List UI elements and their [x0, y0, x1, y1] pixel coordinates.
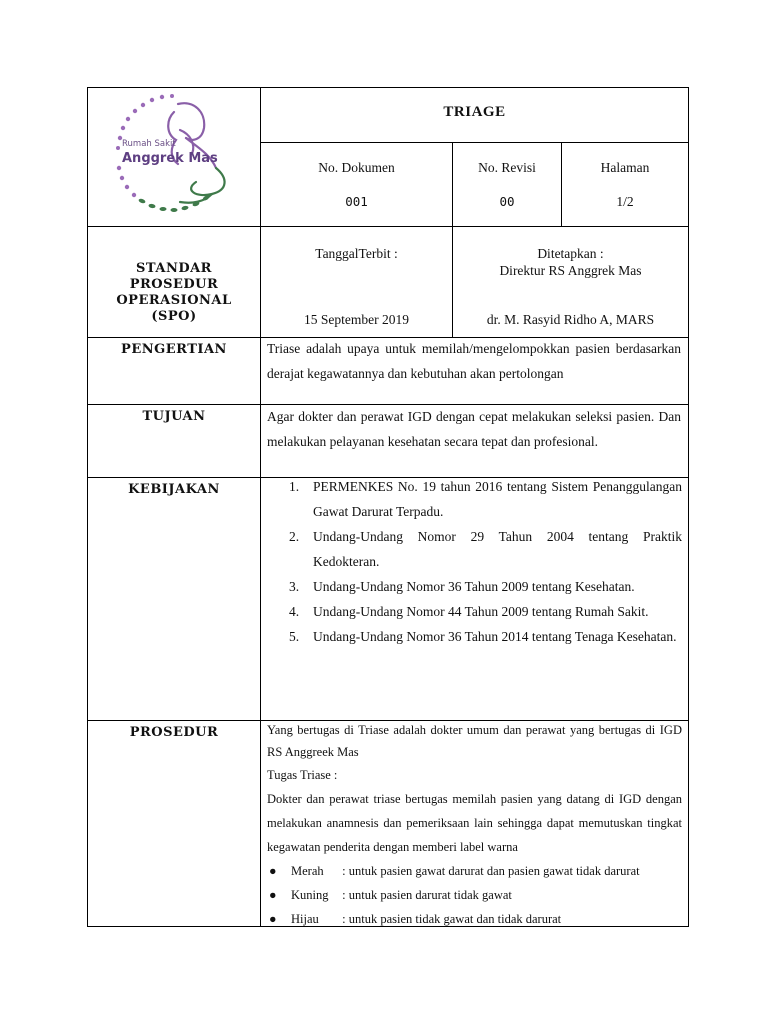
list-item: 5. Undang-Undang Nomor 36 Tahun 2014 tentang Tenaga Kesehatan. — [289, 629, 677, 644]
approved-by: Direktur RS Anggrek Mas — [499, 263, 642, 278]
prosedur-label: PROSEDUR — [129, 725, 219, 740]
document-title: TRIAGE — [443, 104, 506, 120]
bullet-icon: ● — [269, 864, 277, 878]
revision-label: No. Revisi — [478, 160, 536, 175]
tujuan-label: TUJUAN — [142, 409, 206, 424]
list-item: ● Merah : untuk pasien gawat darurat dan pasien gawat tidak darurat — [267, 859, 682, 883]
orchid-logo-icon — [100, 90, 250, 220]
list-item: 4. Undang-Undang Nomor 44 Tahun 2009 tentang Rumah Sakit. — [289, 604, 649, 619]
svg-text:Rumah Sakit: Rumah Sakit — [122, 139, 176, 149]
prosedur-body — [267, 719, 682, 931]
revision-value: 00 — [499, 194, 515, 209]
prosedur-intro: Yang bertugas di Triase adalah dokter umum dan perawat yang bertugas di IGD RS Anggreek Mas — [267, 723, 682, 759]
color-label-list — [267, 859, 682, 931]
director-name: dr. M. Rasyid Ridho A, MARS — [486, 312, 655, 327]
doc-number-label: No. Dokumen — [318, 160, 395, 175]
pengertian-label: PENGERTIAN — [121, 342, 227, 357]
issue-date: 15 September 2019 — [304, 312, 409, 327]
list-item: ● Kuning : untuk pasien darurat tidak gawat — [267, 883, 682, 907]
pengertian-text: Triase adalah upaya untuk memilah/mengelompokkan pasien berdasarkan derajat kegawatannya dan kebutuhan akan pertolongan — [267, 341, 681, 381]
svg-text:Anggrek Mas: Anggrek Mas — [122, 151, 218, 166]
list-item: 2. Undang-Undang Nomor 29 Tahun 2004 tentang Praktik Kedokteran. — [289, 529, 682, 569]
list-item: ● Hijau : untuk pasien tidak gawat dan tidak darurat — [267, 907, 682, 931]
list-item: 3. Undang-Undang Nomor 36 Tahun 2009 tentang Kesehatan. — [289, 579, 635, 594]
kebijakan-label: KEBIJAKAN — [128, 482, 220, 497]
list-item: 1. PERMENKES No. 19 tahun 2016 tentang Sistem Penanggulangan Gawat Darurat Terpadu. — [289, 479, 682, 519]
tujuan-text: Agar dokter dan perawat IGD dengan cepat melakukan seleksi pasien. Dan melakukan pelayanan kesehatan secara tepat dan profesional. — [267, 409, 681, 449]
page-label: Halaman — [600, 160, 650, 175]
hospital-logo — [100, 90, 250, 220]
prosedur-task-heading: Tugas Triase : — [267, 768, 338, 782]
prosedur-task-text: Dokter dan perawat triase bertugas memilah pasien yang datang di IGD dengan melakukan anamnesis dan pemeriksaan lain sehingga dapat memutuskan tingkat kegawatan penderita dengan memberi label warna — [267, 792, 682, 854]
kebijakan-list — [267, 474, 682, 649]
approved-label: Ditetapkan : — [537, 246, 604, 261]
bullet-icon: ● — [269, 888, 277, 902]
spo-title: STANDAR PROSEDUR OPERASIONAL (SPO) — [116, 261, 232, 324]
doc-number-value: 001 — [345, 194, 368, 209]
bullet-icon: ● — [269, 912, 277, 926]
page-value: 1/2 — [616, 194, 634, 209]
issue-date-label: TanggalTerbit : — [315, 246, 398, 261]
